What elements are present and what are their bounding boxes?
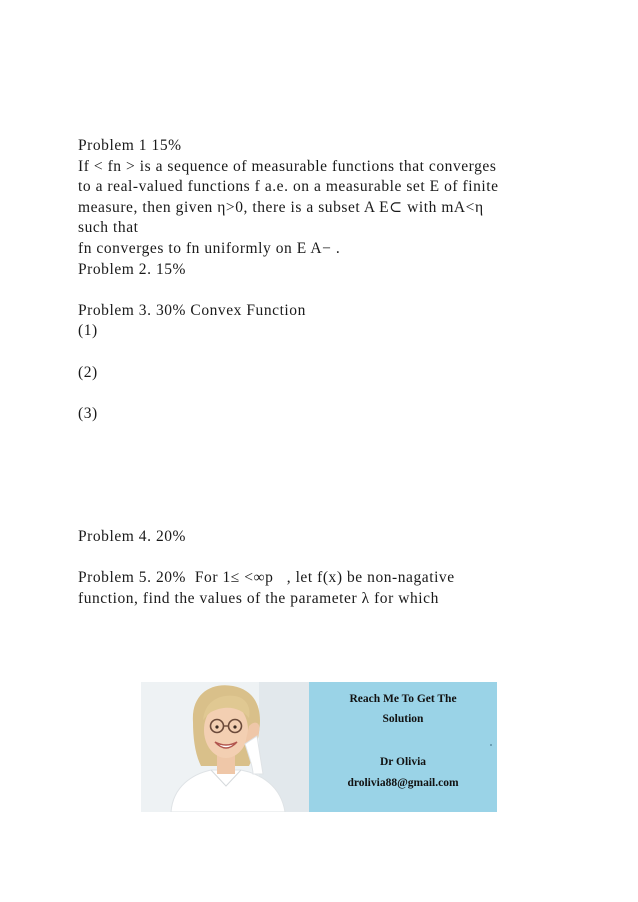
blank-line — [78, 280, 578, 301]
subpart-3: (3) — [78, 404, 98, 422]
contact-panel — [309, 682, 497, 812]
woman-portrait-icon — [141, 682, 309, 812]
problem-5-heading: Problem 5. 20% For 1≤ <∞p , let f(x) be non-nagative — [78, 569, 455, 587]
subpart-2: (2) — [78, 363, 98, 381]
blank-line — [78, 445, 578, 466]
text-line: measure, then given η>0, there is a subset A E⊂ with mA<η — [78, 198, 484, 216]
text-line: to a real-valued functions f a.e. on a measurable set E of finite — [78, 178, 499, 196]
document-body — [78, 136, 578, 610]
problem-1-heading: Problem 1 15% — [78, 137, 182, 154]
problem-3-heading: Problem 3. 30% Convex Function — [78, 301, 306, 319]
subpart-1: (1) — [78, 322, 98, 340]
blank-line — [78, 548, 578, 569]
blank-line — [78, 466, 578, 487]
decorative-dot — [490, 744, 492, 746]
text-line: such that — [78, 219, 139, 237]
problem-2-heading: Problem 2. 15% — [78, 260, 187, 278]
blank-line — [78, 383, 578, 404]
text-line: If < fn > is a sequence of measurable functions that converges — [78, 157, 497, 175]
text-line: function, find the values of the parameter λ for which — [78, 590, 439, 608]
blank-line — [78, 507, 578, 528]
banner-subline: Solution — [382, 713, 424, 725]
banner-headline: Reach Me To Get The — [349, 693, 457, 705]
blank-line — [78, 486, 578, 507]
contact-banner[interactable] — [141, 682, 497, 812]
problem-4-heading: Problem 4. 20% — [78, 528, 187, 546]
blank-line — [78, 342, 578, 363]
tutor-email[interactable]: drolivia88@gmail.com — [347, 777, 459, 789]
text-line: fn converges to fn uniformly on E A− . — [78, 239, 341, 257]
blank-line — [78, 424, 578, 445]
tutor-photo — [141, 682, 309, 812]
tutor-name: Dr Olivia — [379, 756, 427, 768]
